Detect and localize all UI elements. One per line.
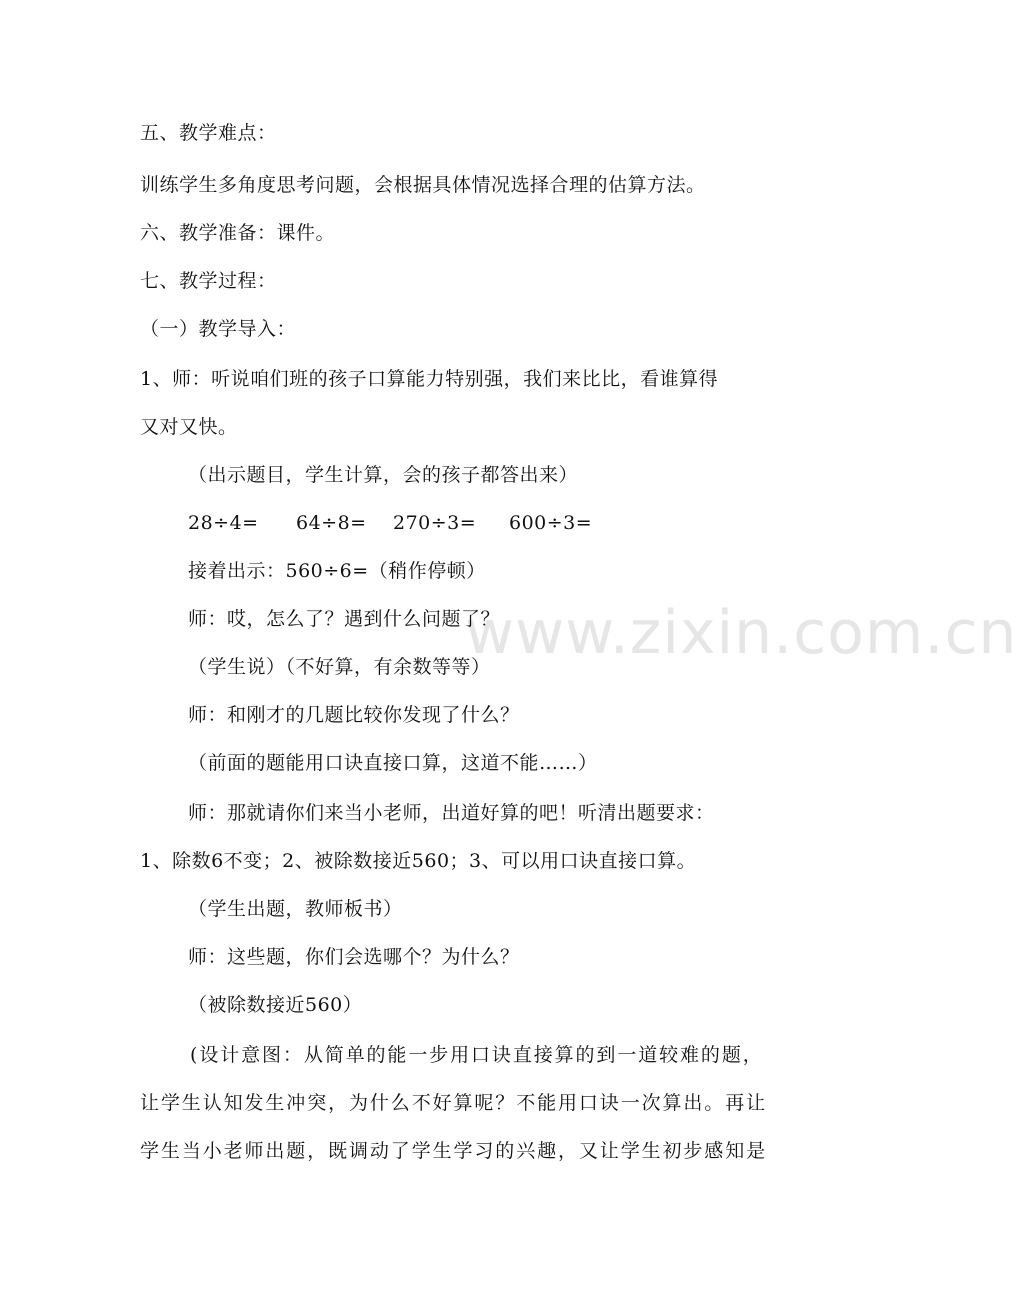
math-problems	[188, 510, 592, 536]
heading-difficulty: 五、教学难点：	[140, 122, 277, 144]
paragraph-teacher-2: 师：哎，怎么了？遇到什么问题了？	[188, 608, 501, 630]
paragraph-requirements: 1、除数6不变；2、被除数接近560；3、可以用口诀直接口算。	[140, 850, 697, 872]
math-problem: 270÷3=	[393, 512, 477, 534]
paragraph-next-show: 接着出示：560÷6=（稍作停顿）	[188, 560, 486, 582]
subheading-intro: （一）教学导入：	[140, 318, 297, 340]
paragraph-design-intent: (设计意图：从简单的能一步用口诀直接算的到一道较难的题，	[190, 1044, 764, 1066]
paragraph-teacher-3: 师：和刚才的几题比较你发现了什么？	[188, 704, 520, 726]
note-show-questions: （出示题目，学生计算，会的孩子都答出来）	[188, 464, 579, 486]
paragraph-teacher-1: 1、师：听说咱们班的孩子口算能力特别强，我们来比比，看谁算得	[140, 368, 719, 390]
math-problem: 600÷3=	[509, 512, 593, 534]
heading-process: 七、教学过程：	[140, 270, 277, 292]
note-dividend-close: （被除数接近560）	[188, 994, 363, 1016]
math-problem: 28÷4=	[188, 512, 259, 534]
note-previous-questions: （前面的题能用口诀直接口算，这道不能……）	[188, 752, 598, 774]
note-students-set-questions: （学生出题，教师板书）	[188, 898, 403, 920]
paragraph-design-intent-cont-1: 让学生认知发生冲突，为什么不好算呢？不能用口诀一次算出。再让	[140, 1092, 768, 1114]
heading-preparation: 六、教学准备：课件。	[140, 222, 336, 244]
math-problem: 64÷8=	[296, 512, 367, 534]
paragraph-teacher-5: 师：这些题，你们会选哪个？为什么？	[188, 946, 520, 968]
paragraph-design-intent-cont-2: 学生当小老师出题，既调动了学生学习的兴趣，又让学生初步感知是	[140, 1140, 768, 1162]
note-students-say: （学生说）（不好算，有余数等等）	[188, 656, 491, 678]
watermark: www.zixin.com.cn	[465, 598, 1017, 668]
paragraph-teacher-1-cont: 又对又快。	[140, 416, 238, 438]
paragraph-teacher-4: 师：那就请你们来当小老师，出道好算的吧！听清出题要求：	[188, 802, 715, 824]
paragraph-difficulty: 训练学生多角度思考问题，会根据具体情况选择合理的估算方法。	[140, 174, 706, 196]
